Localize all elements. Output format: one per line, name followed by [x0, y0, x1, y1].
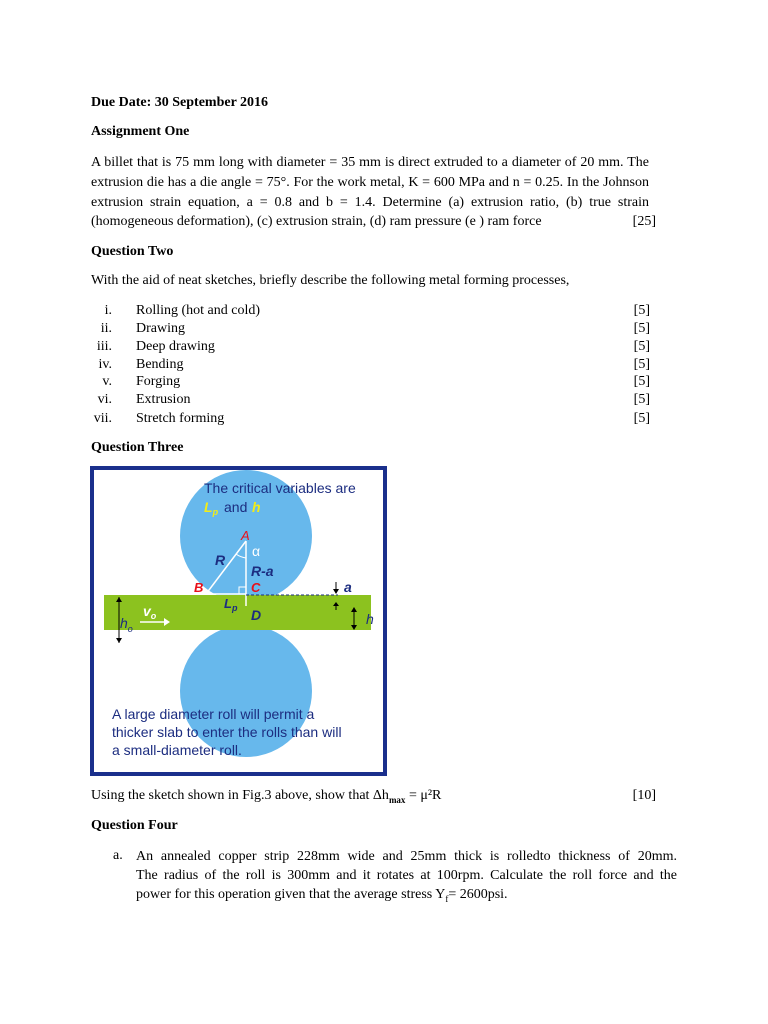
figure-caption-line-3: a small-diameter roll. — [112, 742, 242, 758]
label-a: a — [344, 579, 352, 595]
list-item-marks: [5] — [633, 374, 650, 389]
question-three-text: Using the sketch shown in Fig.3 above, show that $\Delta h_{max} = \mu^2R$ — [91, 788, 442, 805]
list-item-number: vii. — [93, 411, 112, 426]
list-item-marks: [5] — [633, 339, 650, 354]
assignment-one-heading: Assignment One — [91, 124, 190, 139]
figure-title: The critical variables are — [204, 480, 356, 496]
question-three-heading: Question Three — [91, 440, 184, 455]
assignment-marks: [25] — [632, 214, 656, 229]
question-four-line-1: An annealed copper strip 228mm wide and 25mm thick is rolledto thickness of 20mm. — [136, 849, 677, 864]
figure-caption-line-2: thicker slab to enter the rolls than will — [112, 724, 342, 740]
list-item-marks: [5] — [633, 392, 650, 407]
question-four-line-3: power for this operation given that the average stress $Y_f= 2600psi$. — [136, 887, 508, 904]
assignment-line-4: (homogeneous deformation), (c) extrusion strain, (d) ram pressure (e ) ram force — [91, 214, 542, 229]
question-two-intro: With the aid of neat sketches, briefly describe the following metal forming processes, — [91, 273, 570, 288]
list-item-number: vi. — [97, 392, 112, 407]
label-ho: $h_o$ — [120, 615, 133, 634]
list-item-number: iv. — [98, 357, 112, 372]
assignment-line-3: extrusion strain equation, a = 0.8 and b = 1.4. Determine (a) extrusion ratio, (b) true strain — [91, 195, 649, 210]
figure-caption-line-1: A large diameter roll will permit a — [112, 706, 315, 722]
due-date: Due Date: 30 September 2016 — [91, 95, 269, 110]
question-four-item-label: a. — [113, 848, 123, 863]
question-four-line-2: The radius of the roll is 300mm and it rotates at 100rpm. Calculate the roll force and the — [136, 868, 677, 883]
label-h: h — [366, 611, 374, 627]
list-item-text: Rolling (hot and cold) — [136, 303, 261, 318]
list-item-number: i. — [104, 303, 112, 318]
label-lp-top: $L_p$ — [204, 499, 219, 517]
assignment-line-2: extrusion die has a die angle = 75°. For the work metal, K = 600 MPa and n = 0.25. In the Johnson — [91, 175, 649, 190]
label-R-minus-a: R-a — [251, 563, 274, 579]
rolling-diagram-figure — [90, 466, 387, 776]
list-item-text: Extrusion — [136, 392, 191, 407]
list-item-marks: [5] — [633, 303, 650, 318]
list-item-text: Forging — [136, 374, 181, 389]
question-four-heading: Question Four — [91, 818, 178, 833]
label-Lp: $L_p$ — [224, 596, 238, 613]
label-D: D — [251, 607, 262, 623]
list-item-marks: [5] — [633, 411, 650, 426]
list-item-marks: [5] — [633, 321, 650, 336]
list-item-text: Bending — [136, 357, 184, 372]
question-three-marks: [10] — [632, 788, 656, 803]
list-item-text: Drawing — [136, 321, 185, 336]
list-item-text: Deep drawing — [136, 339, 215, 354]
label-h-top: h — [252, 499, 261, 515]
list-item-number: iii. — [96, 339, 112, 354]
list-item-text: Stretch forming — [136, 411, 225, 426]
label-alpha: α — [252, 543, 261, 559]
list-item-marks: [5] — [633, 357, 650, 372]
list-item-number: ii. — [100, 321, 112, 336]
list-item-number: v. — [102, 374, 112, 389]
label-and: and — [224, 499, 248, 515]
question-two-heading: Question Two — [91, 244, 174, 259]
label-B: B — [194, 580, 204, 595]
label-A: A — [241, 528, 250, 543]
label-C: C — [251, 580, 261, 595]
label-vo: $v_o$ — [143, 603, 157, 621]
assignment-line-1: A billet that is 75 mm long with diameter = 35 mm is direct extruded to a diameter of 20 mm. The — [91, 155, 649, 170]
label-R: R — [215, 552, 226, 568]
